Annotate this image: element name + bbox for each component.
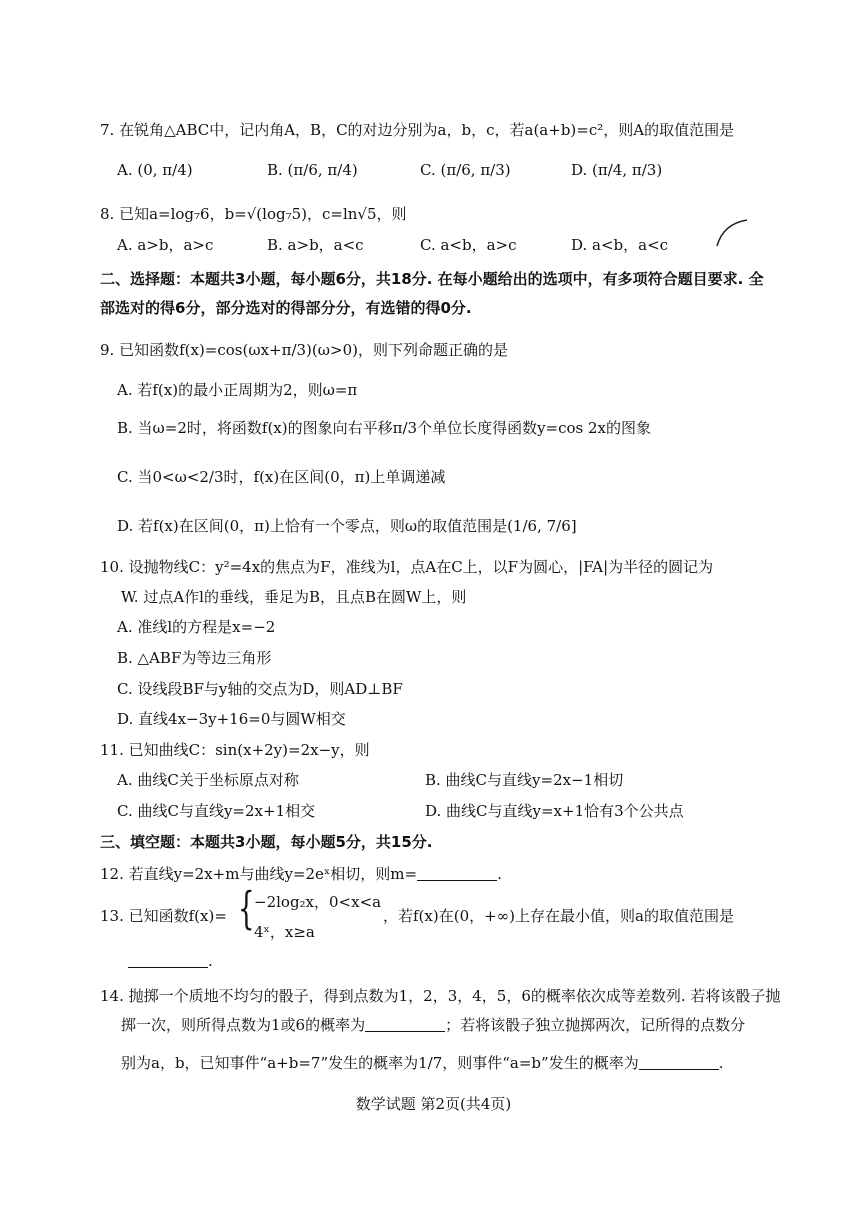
q10-option-d: D. 直线4x−3y+16=0与圆W相交: [117, 710, 346, 728]
q13-answer-blank[interactable]: [128, 952, 208, 968]
q14-line2: [121, 1016, 745, 1033]
q14-answer-blank-1[interactable]: [365, 1016, 445, 1032]
q8-option-b: B. a>b，a<c: [267, 236, 364, 254]
q13-line2: [128, 952, 213, 969]
q7-option-b: B. (π/6, π/4): [267, 161, 358, 179]
q10-option-b: B. △ABF为等边三角形: [117, 649, 272, 667]
q8-option-d: D. a<b，a<c: [571, 236, 669, 254]
q9-option-d: D. 若f(x)在区间(0，π)上恰有一个零点，则ω的取值范围是(1/6, 7/6]: [117, 517, 577, 535]
q12-line: [100, 865, 502, 882]
q10-option-c: C. 设线段BF与y轴的交点为D，则AD⊥BF: [117, 680, 403, 698]
q7-option-d: D. (π/4, π/3): [571, 161, 663, 179]
q9-stem: 9. 已知函数f(x)=cos(ωx+π/3)(ω>0)，则下列命题正确的是: [100, 341, 508, 359]
q14-line2-part2: ；若将该骰子独立抛掷两次，记所得的点数分: [445, 1016, 746, 1034]
q11-option-b: B. 曲线C与直线y=2x−1相切: [425, 771, 624, 789]
q11-stem: 11. 已知曲线C：sin(x+2y)=2x−y，则: [100, 741, 370, 759]
q14-end: .: [718, 1054, 724, 1072]
q10-option-a: A. 准线l的方程是x=−2: [117, 618, 276, 636]
section3-heading: 三、填空题：本题共3小题，每小题5分，共15分.: [100, 833, 433, 851]
q8-option-c: C. a<b，a>c: [420, 236, 517, 254]
q11-option-d: D. 曲线C与直线y=x+1恰有3个公共点: [425, 802, 684, 820]
q12-end: .: [497, 865, 502, 883]
q8-stem: 8. 已知a=log₇6，b=√(log₇5)，c=ln√5，则: [100, 205, 407, 223]
q7-option-a: A. (0, π/4): [117, 161, 193, 179]
section2-heading-line1: 二、选择题：本题共3小题，每小题6分，共18分. 在每小题给出的选项中，有多项符合题目要求. 全: [100, 270, 764, 288]
q12-answer-blank[interactable]: [417, 865, 497, 881]
section2-heading-line2: 部选对的得6分，部分选对的得部分分，有选错的得0分.: [100, 299, 472, 317]
q11-option-a: A. 曲线C关于坐标原点对称: [117, 771, 299, 789]
q9-option-a: A. 若f(x)的最小正周期为2，则ω=π: [117, 381, 358, 399]
q10-stem-line2: W. 过点A作l的垂线，垂足为B，且点B在圆W上，则: [121, 588, 467, 606]
q13-lead: 13. 已知函数f(x)=: [100, 907, 227, 925]
q13-case2: 4ˣ，x≥a: [254, 923, 315, 941]
q14-line1: 14. 抛掷一个质地不均匀的骰子，得到点数为1，2，3，4，5，6的概率依次成等差数列. 若将该骰子抛: [100, 987, 781, 1005]
q8-option-a: A. a>b，a>c: [117, 236, 214, 254]
pen-stroke-mark: [715, 218, 749, 248]
q14-answer-blank-2[interactable]: [639, 1054, 719, 1070]
q13-case1: −2log₂x，0<x<a: [254, 893, 382, 911]
q11-option-c: C. 曲线C与直线y=2x+1相交: [117, 802, 316, 820]
q9-option-b: B. 当ω=2时，将函数f(x)的图象向右平移π/3个单位长度得函数y=cos 2x的图象: [117, 419, 652, 437]
page-footer: 数学试题 第2页(共4页): [355, 1095, 512, 1113]
q14-line2-part1: 掷一次，则所得点数为1或6的概率为: [121, 1016, 366, 1034]
q13-brace: {: [238, 884, 255, 936]
q14-line3-text: 别为a，b，已知事件“a+b=7”发生的概率为1/7，则事件“a=b”发生的概率为: [121, 1054, 639, 1072]
q9-option-c: C. 当0<ω<2/3时，f(x)在区间(0，π)上单调递减: [117, 468, 446, 486]
q13-tail: ，若f(x)在(0，+∞)上存在最小值，则a的取值范围是: [383, 907, 734, 925]
q14-line3: [121, 1054, 723, 1071]
q7-option-c: C. (π/6, π/3): [420, 161, 511, 179]
q10-stem-line1: 10. 设抛物线C：y²=4x的焦点为F，准线为l，点A在C上，以F为圆心，|FA|为半径的圆记为: [100, 558, 714, 576]
q7-stem: 7. 在锐角△ABC中，记内角A，B，C的对边分别为a，b，c，若a(a+b)=c²，则A的取值范围是: [100, 121, 735, 139]
q12-stem: 12. 若直线y=2x+m与曲线y=2eˣ相切，则m=: [100, 865, 418, 883]
q13-end: .: [208, 952, 213, 970]
